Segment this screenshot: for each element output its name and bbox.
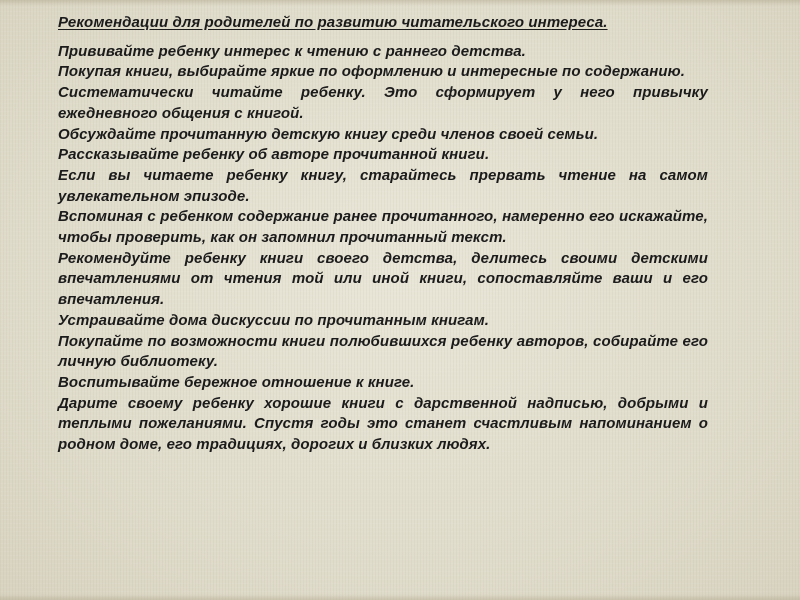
slide-content: [58, 13, 708, 456]
recommendation-3: Систематически читайте ребенку. Это сформирует у него привычку ежедневного общения с книгой.: [58, 84, 708, 122]
slide-title: Рекомендации для родителей по развитию читательского интереса.: [58, 14, 608, 31]
recommendation-8: Рекомендуйте ребенку книги своего детства, делитесь своими детскими впечатлениями от чтения той или иной книги, сопоставляйте ваши и его впечатления.: [58, 249, 708, 309]
recommendation-11: Воспитывайте бережное отношение к книге.: [58, 373, 415, 391]
recommendation-2: Покупая книги, выбирайте яркие по оформлению и интересные по содержанию.: [58, 63, 685, 81]
recommendation-6: Если вы читаете ребенку книгу, старайтесь прервать чтение на самом увлекательном эпизоде.: [58, 166, 708, 205]
recommendation-1: Прививайте ребенку интерес к чтению с раннего детства.: [58, 42, 526, 60]
recommendation-12: Дарите своему ребенку хорошие книги с дарственной надписью, добрыми и теплыми пожеланиями. Спустя годы это станет счастливым напоминанием о родном доме, его традициях, дорогих и близких людях.: [58, 394, 708, 454]
recommendation-7: Вспоминая с ребенком содержание ранее прочитанного, намеренно его искажайте, чтобы проверить, как он запомнил прочитанный текст.: [58, 208, 708, 247]
recommendation-5: Рассказывайте ребенку об авторе прочитанной книги.: [58, 146, 490, 164]
recommendation-4: Обсуждайте прочитанную детскую книгу среди членов своей семьи.: [58, 125, 599, 143]
recommendation-9: Устраивайте дома дискуссии по прочитанным книгам.: [58, 311, 490, 329]
recommendation-10: Покупайте по возможности книги полюбившихся ребенку авторов, собирайте его личную библиотеку.: [58, 332, 708, 371]
